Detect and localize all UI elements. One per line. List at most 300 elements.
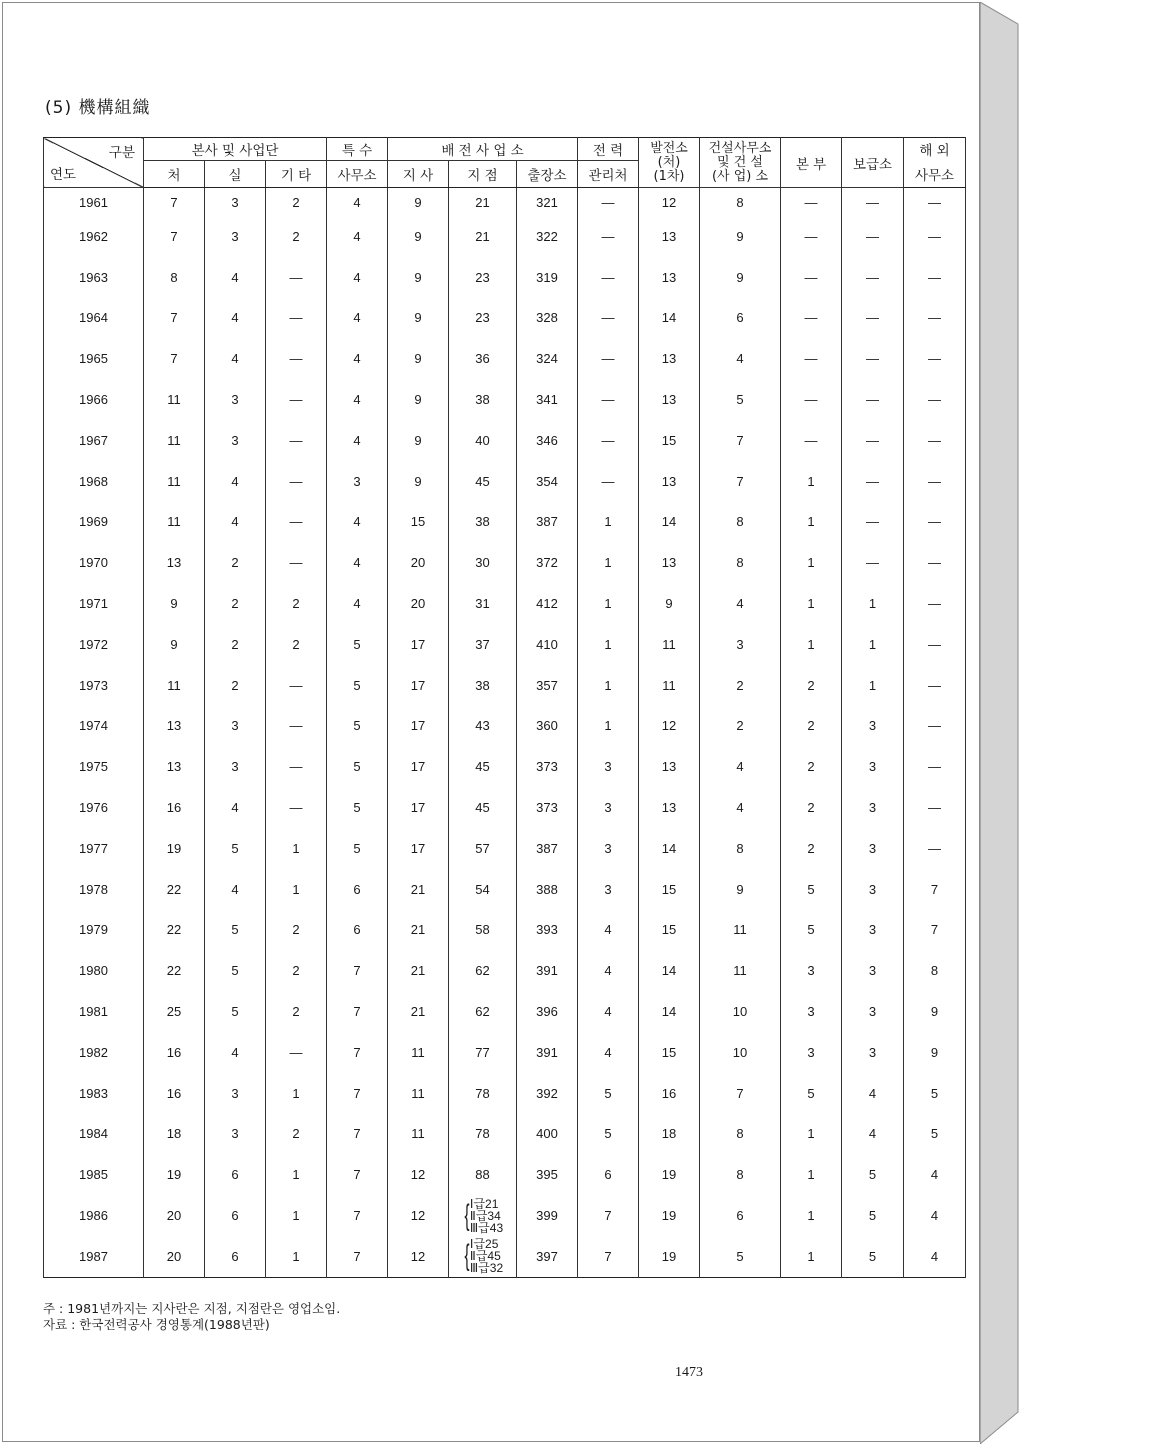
value-cell: — xyxy=(781,216,842,257)
value-cell: 4 xyxy=(327,216,388,257)
value-cell: — xyxy=(266,461,327,502)
value-cell: 11 xyxy=(144,379,205,420)
value-cell: 4 xyxy=(327,420,388,461)
value-cell: 16 xyxy=(639,1073,700,1114)
value-cell: 4 xyxy=(842,1114,904,1155)
value-cell: 2 xyxy=(781,828,842,869)
value-cell: 9 xyxy=(388,379,449,420)
value-cell: 346 xyxy=(517,420,578,461)
value-cell: 4 xyxy=(904,1154,966,1195)
year-cell: 1986 xyxy=(44,1195,144,1236)
value-cell: 20 xyxy=(144,1195,205,1236)
value-cell: 14 xyxy=(639,950,700,991)
value-cell: — xyxy=(266,338,327,379)
value-cell: — xyxy=(842,461,904,502)
value-cell: 13 xyxy=(639,461,700,502)
table-row xyxy=(44,910,966,951)
value-cell: 8 xyxy=(700,502,781,543)
value-cell: 1 xyxy=(578,502,639,543)
value-cell: 4 xyxy=(327,338,388,379)
value-cell: — xyxy=(904,379,966,420)
value-cell: 5 xyxy=(327,706,388,747)
year-cell: 1969 xyxy=(44,502,144,543)
grade-item: Ⅲ급43 xyxy=(469,1220,504,1235)
book-spine-edge xyxy=(980,2,1020,1444)
header-construction-office: 건설사무소 및 건 설 (사 업) 소 xyxy=(700,138,781,188)
value-cell: 7 xyxy=(144,188,205,217)
value-cell: 7 xyxy=(904,869,966,910)
value-cell: 45 xyxy=(449,746,517,787)
value-cell: 38 xyxy=(449,502,517,543)
value-cell: — xyxy=(266,1032,327,1073)
value-cell: 3 xyxy=(205,706,266,747)
value-cell: 23 xyxy=(449,257,517,298)
value-cell: 9 xyxy=(388,338,449,379)
value-cell: 5 xyxy=(205,910,266,951)
footnotes xyxy=(43,1301,340,1333)
value-cell: — xyxy=(842,257,904,298)
year-cell: 1961 xyxy=(44,188,144,217)
value-cell: 6 xyxy=(327,869,388,910)
year-cell: 1985 xyxy=(44,1154,144,1195)
value-cell: 17 xyxy=(388,787,449,828)
value-cell: 4 xyxy=(327,188,388,217)
value-cell: 357 xyxy=(517,665,578,706)
value-cell: 6 xyxy=(205,1195,266,1236)
value-cell: 17 xyxy=(388,665,449,706)
value-cell: 3 xyxy=(205,188,266,217)
value-cell: 412 xyxy=(517,583,578,624)
year-cell: 1963 xyxy=(44,257,144,298)
value-cell: 4 xyxy=(205,869,266,910)
value-cell: 3 xyxy=(842,991,904,1032)
value-cell: 395 xyxy=(517,1154,578,1195)
subheader-special-office: 사무소 xyxy=(327,161,388,188)
value-cell: 2 xyxy=(266,188,327,217)
value-cell: 324 xyxy=(517,338,578,379)
value-cell: 410 xyxy=(517,624,578,665)
value-cell: 341 xyxy=(517,379,578,420)
value-cell: — xyxy=(578,338,639,379)
group-header-overseas: 해 외 xyxy=(904,138,966,161)
value-cell: 9 xyxy=(700,216,781,257)
value-cell: 13 xyxy=(144,746,205,787)
value-cell: 38 xyxy=(449,379,517,420)
value-cell: 5 xyxy=(700,1236,781,1277)
subheader-branch: 지 사 xyxy=(388,161,449,188)
value-cell: — xyxy=(781,257,842,298)
value-cell: 391 xyxy=(517,950,578,991)
value-cell: 17 xyxy=(388,828,449,869)
value-cell: 322 xyxy=(517,216,578,257)
value-cell: 387 xyxy=(517,502,578,543)
value-cell: 12 xyxy=(639,188,700,217)
table-row xyxy=(44,1154,966,1195)
value-cell: — xyxy=(904,542,966,583)
value-cell: 7 xyxy=(578,1236,639,1277)
value-cell: 3 xyxy=(781,1032,842,1073)
value-cell: — xyxy=(904,746,966,787)
value-cell: 2 xyxy=(205,624,266,665)
value-cell: 2 xyxy=(781,665,842,706)
value-cell: 1 xyxy=(578,706,639,747)
table-row xyxy=(44,502,966,543)
value-cell: 2 xyxy=(266,950,327,991)
value-cell: 7 xyxy=(700,420,781,461)
value-cell: — xyxy=(578,298,639,339)
value-cell: 9 xyxy=(388,216,449,257)
subheader-other: 기 타 xyxy=(266,161,327,188)
value-cell: 1 xyxy=(781,624,842,665)
value-cell: — xyxy=(266,787,327,828)
value-cell: — xyxy=(781,379,842,420)
value-cell: 23 xyxy=(449,298,517,339)
value-cell: 13 xyxy=(639,542,700,583)
value-cell: 9 xyxy=(639,583,700,624)
table-row xyxy=(44,298,966,339)
value-cell: 38 xyxy=(449,665,517,706)
table-row xyxy=(44,665,966,706)
value-cell: 1 xyxy=(266,869,327,910)
value-cell: 2 xyxy=(205,542,266,583)
value-cell: 4 xyxy=(205,502,266,543)
group-header-special: 특 수 xyxy=(327,138,388,161)
value-cell: 11 xyxy=(144,420,205,461)
value-cell: 21 xyxy=(449,188,517,217)
value-cell: 2 xyxy=(266,624,327,665)
value-cell: 5 xyxy=(781,1073,842,1114)
value-cell: 5 xyxy=(205,828,266,869)
value-cell: 4 xyxy=(205,338,266,379)
value-cell: 1 xyxy=(781,542,842,583)
value-cell: — xyxy=(842,216,904,257)
table-row xyxy=(44,379,966,420)
value-cell: 1 xyxy=(781,1114,842,1155)
value-cell: — xyxy=(904,828,966,869)
subheader-overseas-office: 사무소 xyxy=(904,161,966,188)
value-cell: 12 xyxy=(388,1195,449,1236)
value-cell: 400 xyxy=(517,1114,578,1155)
grade-breakdown-cell xyxy=(449,1195,517,1236)
value-cell: — xyxy=(266,379,327,420)
value-cell: 78 xyxy=(449,1073,517,1114)
value-cell: — xyxy=(904,216,966,257)
group-header-power: 전 력 xyxy=(578,138,639,161)
value-cell: 5 xyxy=(842,1236,904,1277)
value-cell: 8 xyxy=(700,1114,781,1155)
value-cell: 396 xyxy=(517,991,578,1032)
value-cell: 7 xyxy=(144,298,205,339)
year-cell: 1977 xyxy=(44,828,144,869)
table-row xyxy=(44,461,966,502)
value-cell: — xyxy=(904,583,966,624)
value-cell: 5 xyxy=(700,379,781,420)
value-cell: 14 xyxy=(639,502,700,543)
value-cell: — xyxy=(904,420,966,461)
value-cell: 4 xyxy=(578,950,639,991)
value-cell: 5 xyxy=(327,665,388,706)
value-cell: 6 xyxy=(578,1154,639,1195)
value-cell: 4 xyxy=(578,1032,639,1073)
value-cell: 321 xyxy=(517,188,578,217)
value-cell: 4 xyxy=(327,379,388,420)
value-cell: 3 xyxy=(205,420,266,461)
value-cell: 2 xyxy=(205,665,266,706)
table-row xyxy=(44,787,966,828)
value-cell: 7 xyxy=(144,338,205,379)
value-cell: 7 xyxy=(327,991,388,1032)
value-cell: 58 xyxy=(449,910,517,951)
value-cell: 6 xyxy=(205,1154,266,1195)
value-cell: 3 xyxy=(700,624,781,665)
value-cell: 13 xyxy=(144,706,205,747)
value-cell: 3 xyxy=(578,828,639,869)
value-cell: — xyxy=(904,257,966,298)
value-cell: 19 xyxy=(144,828,205,869)
value-cell: 3 xyxy=(781,991,842,1032)
value-cell: — xyxy=(578,257,639,298)
value-cell: 21 xyxy=(388,950,449,991)
table-row xyxy=(44,257,966,298)
value-cell: 372 xyxy=(517,542,578,583)
year-cell: 1962 xyxy=(44,216,144,257)
grade-list xyxy=(470,1198,503,1234)
value-cell: 22 xyxy=(144,910,205,951)
value-cell: — xyxy=(578,379,639,420)
value-cell: 5 xyxy=(781,869,842,910)
table-body xyxy=(44,188,966,1278)
value-cell: — xyxy=(842,188,904,217)
value-cell: 1 xyxy=(781,502,842,543)
value-cell: 15 xyxy=(639,910,700,951)
value-cell: 21 xyxy=(449,216,517,257)
value-cell: 10 xyxy=(700,1032,781,1073)
value-cell: 78 xyxy=(449,1114,517,1155)
footnote-source: 자료 : 한국전력공사 경영통계(1988년판) xyxy=(43,1317,270,1332)
grade-breakdown-cell xyxy=(449,1236,517,1277)
value-cell: 10 xyxy=(700,991,781,1032)
value-cell: — xyxy=(578,216,639,257)
subheader-management: 관리처 xyxy=(578,161,639,188)
value-cell: — xyxy=(578,420,639,461)
value-cell: 4 xyxy=(205,298,266,339)
value-cell: 9 xyxy=(144,583,205,624)
value-cell: 388 xyxy=(517,869,578,910)
value-cell: 57 xyxy=(449,828,517,869)
corner-header-cell xyxy=(44,138,144,188)
value-cell: 11 xyxy=(144,665,205,706)
value-cell: 21 xyxy=(388,869,449,910)
value-cell: 13 xyxy=(639,787,700,828)
value-cell: 3 xyxy=(781,950,842,991)
value-cell: 7 xyxy=(327,1073,388,1114)
value-cell: 6 xyxy=(205,1236,266,1277)
value-cell: 13 xyxy=(639,257,700,298)
value-cell: 7 xyxy=(327,1154,388,1195)
value-cell: 3 xyxy=(205,1114,266,1155)
value-cell: 3 xyxy=(578,787,639,828)
value-cell: 1 xyxy=(266,1154,327,1195)
value-cell: 5 xyxy=(842,1195,904,1236)
value-cell: 3 xyxy=(842,746,904,787)
value-cell: 9 xyxy=(904,991,966,1032)
value-cell: 4 xyxy=(904,1195,966,1236)
value-cell: 1 xyxy=(842,624,904,665)
year-cell: 1979 xyxy=(44,910,144,951)
value-cell: 1 xyxy=(578,542,639,583)
value-cell: 5 xyxy=(205,991,266,1032)
value-cell: 43 xyxy=(449,706,517,747)
value-cell: 22 xyxy=(144,950,205,991)
value-cell: 7 xyxy=(327,950,388,991)
value-cell: 373 xyxy=(517,746,578,787)
grade-item: Ⅲ급32 xyxy=(469,1261,504,1276)
value-cell: 7 xyxy=(904,910,966,951)
value-cell: 5 xyxy=(842,1154,904,1195)
value-cell: 16 xyxy=(144,787,205,828)
table-row xyxy=(44,828,966,869)
value-cell: 7 xyxy=(327,1236,388,1277)
table-row xyxy=(44,624,966,665)
table-row xyxy=(44,216,966,257)
value-cell: — xyxy=(266,706,327,747)
value-cell: 13 xyxy=(639,216,700,257)
value-cell: 4 xyxy=(578,910,639,951)
group-header-hq: 본사 및 사업단 xyxy=(144,138,327,161)
value-cell: — xyxy=(842,298,904,339)
value-cell: 13 xyxy=(639,746,700,787)
value-cell: 1 xyxy=(266,1236,327,1277)
page-number: 1473 xyxy=(675,1365,703,1380)
value-cell: 14 xyxy=(639,991,700,1032)
value-cell: 1 xyxy=(781,583,842,624)
value-cell: — xyxy=(904,787,966,828)
document-page xyxy=(2,2,980,1442)
subheader-outpost: 출장소 xyxy=(517,161,578,188)
value-cell: 2 xyxy=(266,1114,327,1155)
value-cell: 15 xyxy=(639,869,700,910)
table-row xyxy=(44,338,966,379)
year-cell: 1964 xyxy=(44,298,144,339)
value-cell: 21 xyxy=(388,910,449,951)
table-row xyxy=(44,542,966,583)
value-cell: 1 xyxy=(781,1154,842,1195)
value-cell: 18 xyxy=(639,1114,700,1155)
value-cell: 5 xyxy=(578,1114,639,1155)
value-cell: 17 xyxy=(388,624,449,665)
value-cell: 354 xyxy=(517,461,578,502)
value-cell: 5 xyxy=(578,1073,639,1114)
value-cell: 1 xyxy=(578,583,639,624)
brace-glyph: { xyxy=(464,1198,470,1232)
value-cell: 17 xyxy=(388,706,449,747)
value-cell: 13 xyxy=(144,542,205,583)
value-cell: 19 xyxy=(639,1154,700,1195)
value-cell: 4 xyxy=(700,583,781,624)
value-cell: 17 xyxy=(388,746,449,787)
value-cell: 6 xyxy=(700,1195,781,1236)
value-cell: 6 xyxy=(700,298,781,339)
value-cell: 4 xyxy=(700,746,781,787)
header-supply-office: 보급소 xyxy=(842,138,904,188)
value-cell: — xyxy=(266,298,327,339)
table-row xyxy=(44,188,966,217)
value-cell: 19 xyxy=(639,1195,700,1236)
footnote-note: 주 : 1981년까지는 지사란은 지점, 지점란은 영업소임. xyxy=(43,1301,341,1316)
value-cell: 2 xyxy=(700,665,781,706)
value-cell: 45 xyxy=(449,461,517,502)
value-cell: 31 xyxy=(449,583,517,624)
year-cell: 1978 xyxy=(44,869,144,910)
organization-table xyxy=(43,137,966,1278)
value-cell: 393 xyxy=(517,910,578,951)
value-cell: 4 xyxy=(205,461,266,502)
table-row xyxy=(44,1073,966,1114)
value-cell: 328 xyxy=(517,298,578,339)
value-cell: 2 xyxy=(781,746,842,787)
value-cell: 12 xyxy=(639,706,700,747)
value-cell: 3 xyxy=(842,1032,904,1073)
value-cell: 5 xyxy=(327,746,388,787)
value-cell: 2 xyxy=(205,583,266,624)
grade-item: Ⅱ급45 xyxy=(469,1249,501,1264)
year-cell: 1966 xyxy=(44,379,144,420)
value-cell: 360 xyxy=(517,706,578,747)
value-cell: 1 xyxy=(781,1195,842,1236)
value-cell: 4 xyxy=(327,583,388,624)
value-cell: 1 xyxy=(266,1195,327,1236)
value-cell: 1 xyxy=(578,624,639,665)
value-cell: 13 xyxy=(639,338,700,379)
value-cell: 392 xyxy=(517,1073,578,1114)
value-cell: 7 xyxy=(327,1195,388,1236)
value-cell: 7 xyxy=(700,461,781,502)
value-cell: 399 xyxy=(517,1195,578,1236)
table-row xyxy=(44,583,966,624)
value-cell: 9 xyxy=(700,869,781,910)
table-row xyxy=(44,706,966,747)
value-cell: — xyxy=(266,420,327,461)
section-title: (5) 機構組織 xyxy=(45,98,151,118)
value-cell: 1 xyxy=(578,665,639,706)
value-cell: 1 xyxy=(781,461,842,502)
year-cell: 1975 xyxy=(44,746,144,787)
value-cell: — xyxy=(266,502,327,543)
value-cell: 15 xyxy=(639,1032,700,1073)
value-cell: 2 xyxy=(700,706,781,747)
value-cell: 3 xyxy=(205,1073,266,1114)
year-cell: 1965 xyxy=(44,338,144,379)
value-cell: — xyxy=(781,298,842,339)
value-cell: 4 xyxy=(205,1032,266,1073)
value-cell: — xyxy=(578,461,639,502)
value-cell: 1 xyxy=(781,1236,842,1277)
value-cell: — xyxy=(781,338,842,379)
value-cell: 18 xyxy=(144,1114,205,1155)
table-row xyxy=(44,420,966,461)
value-cell: 11 xyxy=(639,624,700,665)
value-cell: 5 xyxy=(327,624,388,665)
value-cell: 3 xyxy=(205,746,266,787)
value-cell: — xyxy=(904,338,966,379)
value-cell: 11 xyxy=(639,665,700,706)
value-cell: 11 xyxy=(144,502,205,543)
value-cell: — xyxy=(904,188,966,217)
value-cell: 19 xyxy=(144,1154,205,1195)
value-cell: — xyxy=(266,257,327,298)
group-header-distribution: 배 전 사 업 소 xyxy=(388,138,578,161)
value-cell: 4 xyxy=(327,542,388,583)
